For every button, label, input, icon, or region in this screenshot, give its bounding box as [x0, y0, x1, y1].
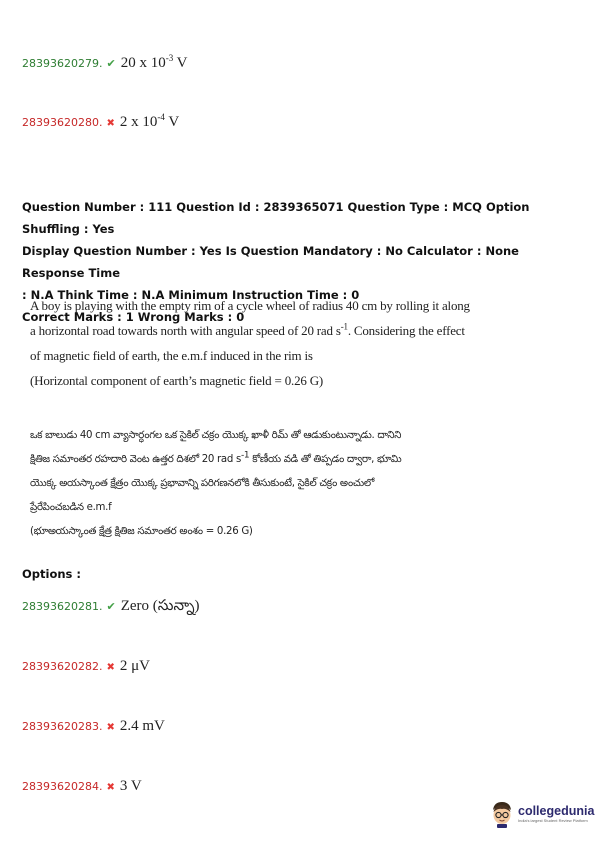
question-line: a horizontal road towards north with angular speed of 20 rad $s^{-1}$. Considering the effect: [30, 321, 465, 338]
question-line: (Horizontal component of earth’s magnetic field = 0.26 G): [30, 373, 324, 388]
question-line: ఒక బాలుడు 40 cm వ్యాసార్ధంగల ఒక సైకిల్ చక్రం యొక్క ఖాళీ రిమ్ తో ఆడుకుంటున్నాడు. దానిని: [30, 430, 402, 441]
option-row: [22, 658, 150, 675]
meta-line: : N.A Think Time : N.A Minimum Instruction Time : 0: [22, 288, 360, 302]
option-row: [22, 598, 200, 618]
question-line: (భూఅయస్కాంత క్షేత్ర క్షితిజ సమాంతర అంశం = 0.26 G): [30, 526, 253, 537]
option-id: 28393620280.: [22, 116, 103, 129]
question-line: of magnetic field of earth, the e.m.f induced in the rim is: [30, 348, 313, 363]
option-text: 3 V: [119, 778, 142, 794]
question-line: A boy is playing with the empty rim of a cycle wheel of radius 40 cm by rolling it along: [30, 298, 470, 313]
cross-icon: ✖: [106, 118, 115, 129]
option-row: [22, 778, 142, 795]
cross-icon: ✖: [106, 722, 115, 733]
option-text: Zero (సున్నా): [120, 598, 200, 614]
check-icon: ✔: [106, 57, 116, 70]
option-text: 2 x $10^{-4}$ V: [119, 112, 180, 130]
mascot-icon: [489, 800, 515, 828]
option-row: [22, 718, 165, 735]
question-line: ప్రేరేపించబడిన e.m.f: [30, 502, 112, 513]
logo-tagline: India's largest Student Review Platform: [518, 818, 588, 823]
question-text-telugu: [30, 424, 470, 544]
option-row: [22, 114, 179, 131]
marks-line: Correct Marks : 1 Wrong Marks : 0: [22, 310, 245, 324]
option-id: 28393620282.: [22, 660, 103, 673]
question-text-english: [30, 293, 470, 393]
question-line: క్షితిజ సమాంతర రహదారి వెంట ఉత్తర దిశలో 20 rad $s^{-1}$ కోణీయ వడి తో తిప్పడం ద్వారా, భూమి: [30, 450, 402, 465]
meta-line: Question Number : 111 Question Id : 2839365071 Question Type : MCQ Option Shuffling : Yes: [22, 200, 530, 236]
option-text: 20 x $10^{-3}$ V: [120, 53, 188, 71]
options-heading: Options :: [22, 567, 81, 581]
option-id: 28393620284.: [22, 780, 103, 793]
meta-line: Display Question Number : Yes Is Question Mandatory : No Calculator : None Response Time: [22, 244, 519, 280]
option-text: 2 μV: [119, 658, 150, 674]
collegedunia-logo: [489, 800, 594, 828]
cross-icon: ✖: [106, 662, 115, 673]
option-id: 28393620281.: [22, 600, 103, 613]
logo-name: collegedunia: [518, 804, 595, 818]
option-text: 2.4 mV: [119, 718, 165, 734]
check-icon: ✔: [106, 600, 116, 613]
option-id: 28393620283.: [22, 720, 103, 733]
cross-icon: ✖: [106, 782, 115, 793]
question-line: యొక్క అయస్కాంత క్షేత్రం యొక్క ప్రభావాన్ని పరిగణనలోకి తీసుకుంటే, సైకిల్ చక్రం అంచులో: [30, 478, 375, 489]
option-row: [22, 55, 188, 72]
option-id: 28393620279.: [22, 57, 103, 70]
